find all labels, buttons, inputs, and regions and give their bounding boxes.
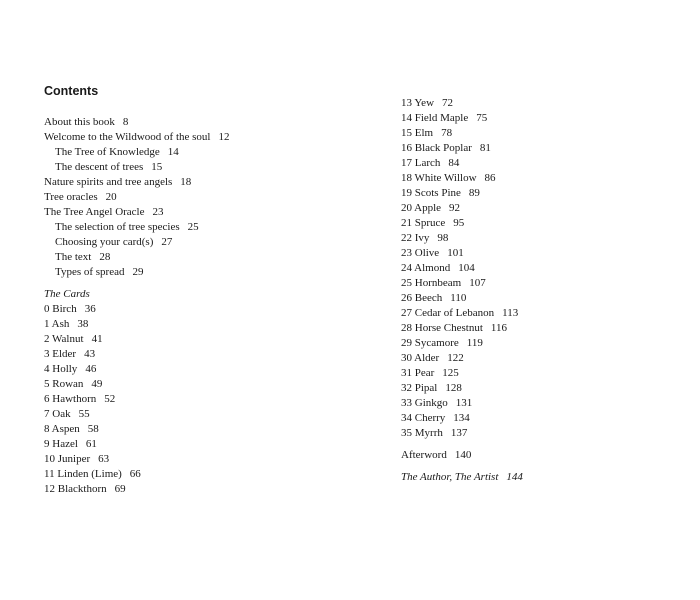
toc-entry-title: 17 Larch — [401, 157, 441, 169]
toc-entry-title: The selection of tree species — [55, 221, 180, 233]
toc-entry-title: 6 Hawthorn — [44, 393, 97, 405]
toc-entry-page: 116 — [490, 322, 507, 334]
toc-entry-title: 2 Walnut — [44, 333, 84, 345]
toc-entry-page: 55 — [78, 408, 90, 420]
toc-entry — [44, 452, 364, 467]
toc-entry — [401, 261, 681, 276]
toc-subentry — [44, 160, 364, 175]
toc-entry-title: 10 Juniper — [44, 453, 91, 465]
toc-entry — [44, 130, 364, 145]
toc-entry-page: 78 — [441, 127, 453, 139]
toc-entry — [44, 482, 364, 497]
toc-entry-title: 26 Beech — [401, 292, 443, 304]
toc-entry — [401, 470, 681, 485]
toc-entry-page: 28 — [99, 251, 111, 263]
toc-entry — [401, 111, 681, 126]
toc-entry-page: 20 — [105, 191, 117, 203]
toc-entry — [401, 366, 681, 381]
toc-entry-page: 119 — [466, 337, 483, 349]
toc-entry — [401, 396, 681, 411]
toc-entry-page: 43 — [84, 348, 96, 360]
toc-entry-page: 92 — [449, 202, 461, 214]
toc-entry-title: 30 Alder — [401, 352, 440, 364]
toc-entry-title: 15 Elm — [401, 127, 434, 139]
toc-subentry — [44, 220, 364, 235]
toc-entry — [44, 287, 364, 302]
toc-entry-page: 49 — [91, 378, 103, 390]
toc-entry-title: 8 Aspen — [44, 423, 80, 435]
toc-entry-title: Afterword — [401, 449, 447, 461]
toc-entry-page: 27 — [161, 236, 173, 248]
toc-entry-title: 29 Sycamore — [401, 337, 459, 349]
toc-entry-page: 41 — [91, 333, 103, 345]
toc-entry-page: 98 — [437, 232, 449, 244]
toc-entry — [44, 302, 364, 317]
toc-entry-title: 21 Spruce — [401, 217, 446, 229]
toc-entry-title: 35 Myrrh — [401, 427, 443, 439]
toc-entry-title: Nature spirits and tree angels — [44, 176, 173, 188]
toc-entry-title: 18 White Willow — [401, 172, 477, 184]
toc-entry-title: 20 Apple — [401, 202, 442, 214]
toc-entry-title: 33 Ginkgo — [401, 397, 448, 409]
toc-entry — [401, 231, 681, 246]
toc-entry-page: 110 — [450, 292, 467, 304]
toc-entry-title: The text — [55, 251, 92, 263]
toc-entry-title: 12 Blackthorn — [44, 483, 107, 495]
toc-entry — [401, 411, 681, 426]
toc-entry-page: 25 — [187, 221, 199, 233]
toc-entry — [44, 377, 364, 392]
toc-entry-page: 131 — [455, 397, 473, 409]
toc-entry-title: 7 Oak — [44, 408, 71, 420]
toc-entry-page: 101 — [447, 247, 464, 259]
toc-entry — [44, 422, 364, 437]
toc-entry — [401, 426, 681, 441]
toc-entry — [401, 141, 681, 156]
toc-entry-page: 8 — [122, 116, 129, 128]
toc-entry — [44, 467, 364, 482]
toc-entry — [44, 205, 364, 220]
toc-entry-title: The Cards — [44, 288, 90, 300]
toc-entry-page: 18 — [180, 176, 192, 188]
toc-entry-title: 22 Ivy — [401, 232, 430, 244]
toc-entry-page: 38 — [77, 318, 89, 330]
toc-entry-page: 46 — [85, 363, 97, 375]
toc-entry-title: The Author, The Artist — [401, 471, 499, 483]
toc-entry-page: 63 — [98, 453, 110, 465]
toc-subentry — [44, 235, 364, 250]
toc-entry-page: 52 — [104, 393, 116, 405]
toc-entry — [44, 175, 364, 190]
toc-entry-page: 72 — [442, 97, 454, 109]
toc-entry-title: 31 Pear — [401, 367, 435, 379]
toc-subentry — [44, 265, 364, 280]
toc-entry — [44, 190, 364, 205]
toc-entry-page: 137 — [450, 427, 468, 439]
toc-entry-page: 107 — [469, 277, 486, 289]
toc-entry — [401, 336, 681, 351]
toc-entry — [401, 246, 681, 261]
toc-entry-title: The Tree Angel Oracle — [44, 206, 145, 218]
toc-entry-page: 29 — [132, 266, 144, 278]
toc-entry-title: 1 Ash — [44, 318, 70, 330]
toc-entry-title: 11 Linden (Lime) — [44, 468, 122, 480]
toc-entry — [44, 115, 364, 130]
toc-entry-page: 128 — [445, 382, 462, 394]
toc-entry-title: The descent of trees — [55, 161, 144, 173]
toc-entry-title: 4 Holly — [44, 363, 78, 375]
toc-entry — [44, 437, 364, 452]
toc-column-left — [44, 115, 364, 497]
toc-entry-page: 89 — [468, 187, 480, 199]
toc-entry-page: 66 — [129, 468, 141, 480]
toc-entry — [44, 407, 364, 422]
toc-entry-page: 58 — [87, 423, 99, 435]
contents-heading: Contents — [44, 84, 99, 98]
toc-entry-page: 14 — [167, 146, 179, 158]
toc-entry-page: 140 — [454, 449, 472, 461]
toc-entry — [44, 317, 364, 332]
toc-entry-title: 25 Hornbeam — [401, 277, 462, 289]
toc-entry-title: 23 Olive — [401, 247, 440, 259]
toc-entry-title: 5 Rowan — [44, 378, 84, 390]
toc-entry-title: Welcome to the Wildwood of the soul — [44, 131, 211, 143]
toc-entry-page: 12 — [218, 131, 230, 143]
toc-entry-title: 16 Black Poplar — [401, 142, 472, 154]
toc-entry-page: 61 — [85, 438, 97, 450]
toc-entry — [401, 276, 681, 291]
toc-entry-page: 104 — [458, 262, 475, 274]
toc-entry — [401, 156, 681, 171]
toc-entry-title: About this book — [44, 116, 115, 128]
toc-entry-title: 13 Yew — [401, 97, 435, 109]
toc-subentry — [44, 250, 364, 265]
toc-entry-title: 19 Scots Pine — [401, 187, 461, 199]
toc-entry-page: 23 — [152, 206, 164, 218]
toc-entry-title: 27 Cedar of Lebanon — [401, 307, 495, 319]
toc-entry-page: 125 — [442, 367, 459, 379]
toc-entry-page: 15 — [151, 161, 163, 173]
toc-entry-title: 3 Elder — [44, 348, 77, 360]
toc-entry-page: 113 — [502, 307, 519, 319]
toc-entry-title: Choosing your card(s) — [55, 236, 154, 248]
toc-entry — [401, 306, 681, 321]
toc-entry-page: 134 — [453, 412, 470, 424]
toc-entry-page: 86 — [484, 172, 496, 184]
toc-entry-page: 36 — [84, 303, 96, 315]
toc-entry — [401, 291, 681, 306]
toc-entry-title: 34 Cherry — [401, 412, 446, 424]
toc-entry-page: 69 — [114, 483, 126, 495]
toc-entry-title: The Tree of Knowledge — [55, 146, 160, 158]
toc-entry-title: 28 Horse Chestnut — [401, 322, 483, 334]
toc-entry — [401, 381, 681, 396]
toc-entry — [401, 321, 681, 336]
toc-entry — [401, 126, 681, 141]
toc-entry — [401, 216, 681, 231]
toc-entry-title: 14 Field Maple — [401, 112, 469, 124]
toc-entry-page: 75 — [476, 112, 488, 124]
toc-entry — [44, 347, 364, 362]
toc-column-right — [401, 96, 681, 485]
toc-entry — [401, 351, 681, 366]
toc-entry-page: 144 — [506, 471, 523, 483]
toc-entry — [401, 96, 681, 111]
toc-entry-page: 84 — [448, 157, 460, 169]
toc-entry-title: 0 Birch — [44, 303, 77, 315]
toc-entry — [401, 201, 681, 216]
toc-entry-page: 95 — [453, 217, 465, 229]
toc-entry-page: 122 — [447, 352, 464, 364]
toc-entry-title: Tree oracles — [44, 191, 98, 203]
toc-subentry — [44, 145, 364, 160]
toc-entry-title: 32 Pipal — [401, 382, 438, 394]
toc-entry — [44, 332, 364, 347]
toc-entry-title: 9 Hazel — [44, 438, 78, 450]
toc-entry — [44, 362, 364, 377]
toc-entry-title: 24 Almond — [401, 262, 451, 274]
toc-entry — [401, 186, 681, 201]
toc-entry — [401, 171, 681, 186]
toc-entry-title: Types of spread — [55, 266, 125, 278]
toc-entry-page: 81 — [479, 142, 491, 154]
toc-entry — [44, 392, 364, 407]
toc-entry — [401, 448, 681, 463]
